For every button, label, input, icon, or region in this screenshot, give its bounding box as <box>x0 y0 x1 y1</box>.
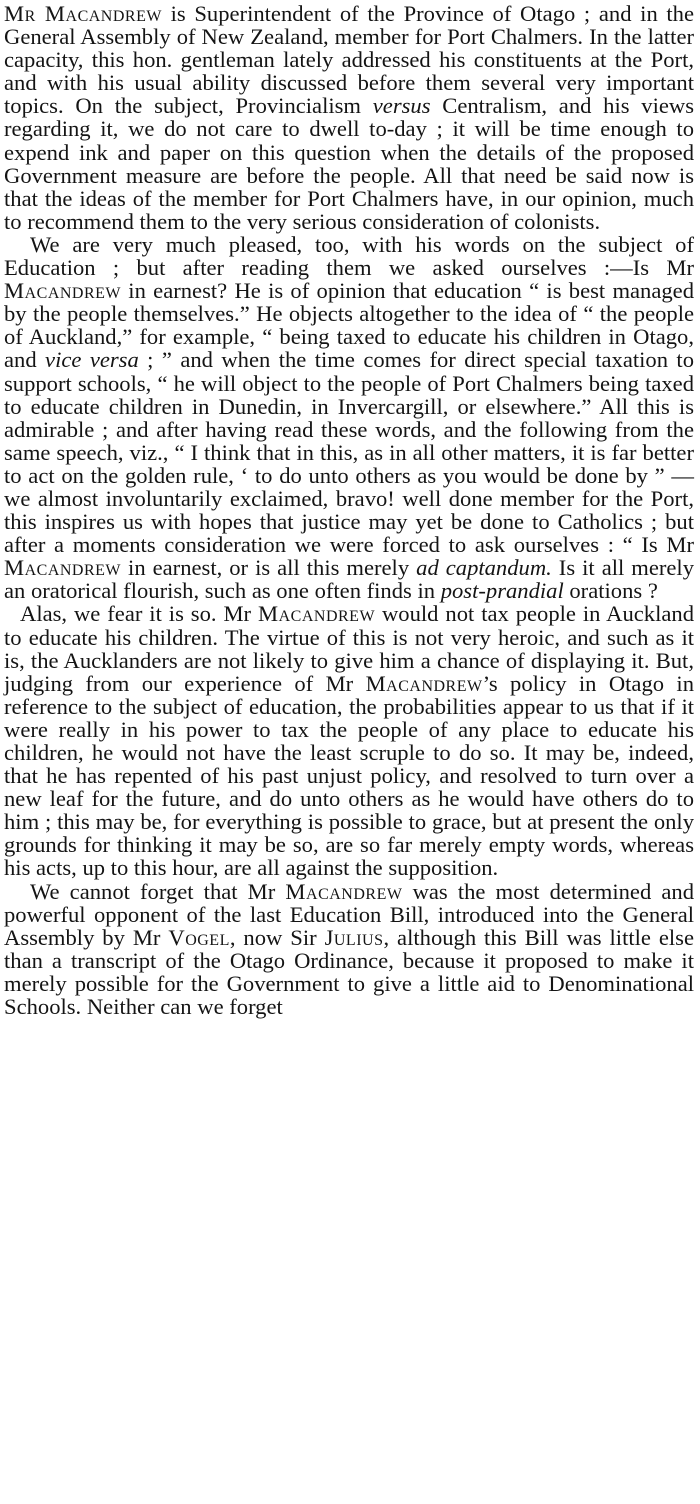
surname-smallcaps: Macandrew <box>258 601 376 627</box>
surname-smallcaps: Mr Macandrew <box>4 1 162 26</box>
surname-smallcaps: Macandrew <box>285 878 403 904</box>
paragraph-text: We are very much pleased, too, with his words on the subject of Education ; but after reading them we asked ourselves :—Is Mr <box>4 231 694 281</box>
article-paragraph-2 <box>4 233 694 603</box>
paragraph-text: orations ? <box>563 578 658 604</box>
paragraph-text: was the most determined and powerful opponent of the last Education Bill, introduced into the General Assembly by Mr <box>4 878 694 950</box>
paragraph-text: Alas, we fear it is so. Mr <box>20 601 259 627</box>
surname-smallcaps: Vogel <box>168 924 230 950</box>
paragraph-text: ; ” and when the time comes for direct special taxation to support schools, “ he will object to the people of Port Chalmers being taxed to educate children in Dunedin, in Invercargill, or elsewhere.” All this is admirable ; and after having read these words, and the following from the same speech, viz., “ I think that in this, as in all other matters, it is far better to act on the golden rule, ‘ to do unto others as you would be done by ” —we almost involuntarily exclaimed, bravo! well done member for the Port, this inspires us with hopes that justice may yet be done to Catholics ; but after a moments consideration we were forced to ask ourselves : “ Is Mr <box>4 347 694 558</box>
paragraph-text: is Superintendent of the Province of Otago ; and in the General Assembly of New Zealand, member for Port Chalmers. In the latter capacity, this hon. gentleman lately addressed his constituents at the Port, and with his usual ability discussed before them several very important topics. On the subject, Provincialism <box>4 1 695 119</box>
surname-smallcaps: Julius <box>324 924 384 950</box>
surname-smallcaps: Macandrew <box>365 670 483 696</box>
paragraph-text: Is it all merely an oratorical flourish, such as one often finds in <box>4 555 695 604</box>
italic-term: post-prandial <box>440 578 564 604</box>
paragraph-text: would not tax people in Auckland to educate his children. The virtue of this is not very heroic, and such as it is, the Aucklanders are not likely to give him a chance of displaying it. But, judging from our experience of Mr <box>4 601 694 696</box>
surname-smallcaps: Macandrew <box>4 555 122 581</box>
article-paragraph-1 <box>4 2 694 233</box>
paragraph-text: We cannot forget that Mr <box>30 878 286 904</box>
italic-term: vice versa <box>45 347 139 373</box>
paragraph-text: in earnest? He is of opinion that education “ is best managed by the people themselves.” He objects altogether to the idea of “ the people of Auckland,” for example, “ being taxed to educate his children in Otago, and <box>4 278 694 373</box>
article-paragraph-4 <box>4 880 694 1019</box>
paragraph-text: Centralism, and his views regarding it, we do not care to dwell to-day ; it will be time enough to expend ink and paper on this question when the details of the proposed Government measure are before the people. All that need be said now is that the ideas of the member for Port Chalmers have, in our opinion, much to recommend them to the very serious consideration of colonists. <box>4 93 695 234</box>
paragraph-text: , although this Bill was little else than a transcript of the Otago Ordinance, because it proposed to make it merely possible for the Government to give a little aid to Denominational Schools. Neither can we forget <box>4 924 694 1020</box>
surname-smallcaps: Macandrew <box>4 278 122 304</box>
italic-term: versus <box>372 93 431 119</box>
paragraph-text: in earnest, or is all this merely <box>121 555 417 581</box>
article-paragraph-3 <box>4 602 694 879</box>
newspaper-article <box>4 2 694 1018</box>
italic-term: ad captandum. <box>416 555 552 581</box>
paragraph-text: , now Sir <box>229 924 325 950</box>
paragraph-text: ’s policy in Otago in reference to the subject of education, the probabilities appear to us that if it were really in his power to tax the people of any place to educate his children, he would not have the least scruple to do so. It may be, indeed, that he has repented of his past unjust policy, and resolved to turn over a new leaf for the future, and do unto others as he would have others do to him ; this may be, for everything is possible to grace, but at present the only grounds for thinking it may be so, are so far merely empty words, whereas his acts, up to this hour, are all against the supposition. <box>4 670 694 881</box>
